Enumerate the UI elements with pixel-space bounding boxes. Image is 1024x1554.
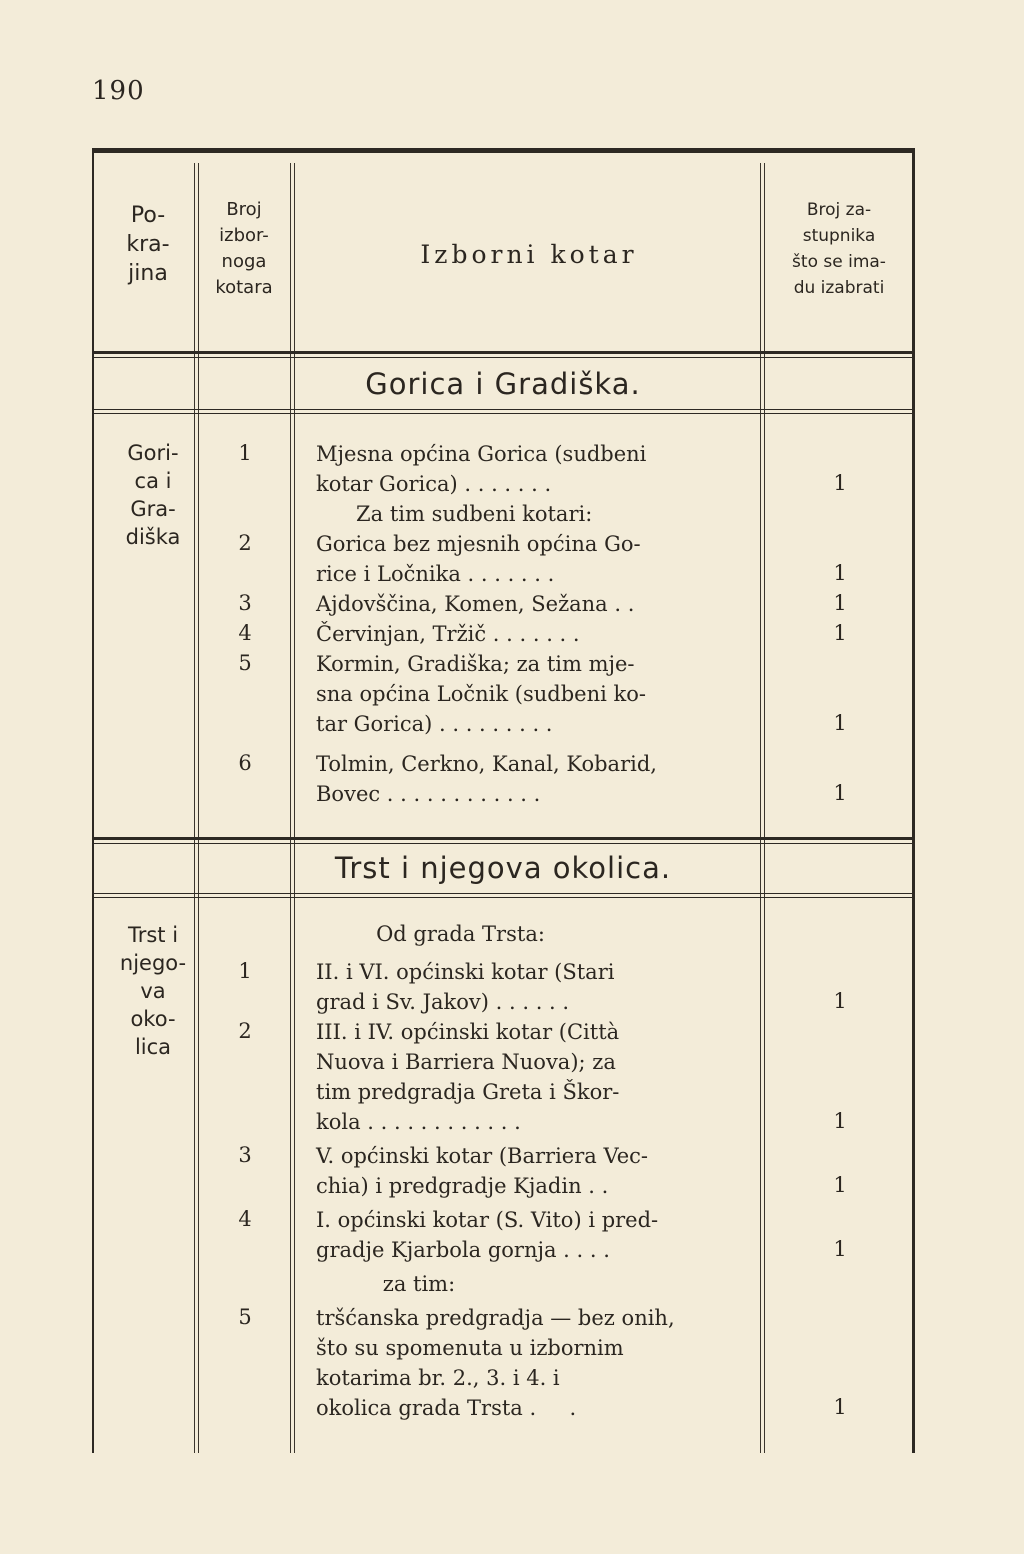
district-name: Od grada Trsta: — [316, 922, 545, 946]
representative-count: 1 — [833, 621, 847, 645]
section-rule — [94, 837, 912, 840]
representative-count: 1 — [833, 711, 847, 735]
representative-count: 1 — [833, 471, 847, 495]
district-name: I. općinski kotar (S. Vito) i pred- — [316, 1208, 659, 1232]
district-name: tim predgradja Greta i Škor- — [316, 1080, 620, 1104]
district-name: što su spomenuta u izbornim — [316, 1336, 624, 1360]
district-name: Nuova i Barriera Nuova); za — [316, 1050, 616, 1074]
representative-count: 1 — [833, 781, 847, 805]
district-name: kotar Gorica) . . . . . . . — [316, 472, 552, 496]
representative-count: 1 — [833, 561, 847, 585]
district-name: tar Gorica) . . . . . . . . . — [316, 712, 553, 736]
district-name: Mjesna općina Gorica (sudbeni — [316, 442, 647, 466]
section-rule — [94, 893, 912, 894]
district-name: Červinjan, Tržič . . . . . . . — [316, 622, 580, 646]
district-number: 6 — [238, 751, 252, 775]
representative-count: 1 — [833, 1173, 847, 1197]
district-number: 5 — [238, 1305, 252, 1329]
district-name: Gorica bez mjesnih općina Go- — [316, 532, 641, 556]
district-number: 5 — [238, 651, 252, 675]
district-number: 2 — [238, 531, 252, 555]
district-name: okolica grada Trsta . . — [316, 1396, 577, 1420]
representative-count: 1 — [833, 1237, 847, 1261]
district-number: 1 — [238, 441, 252, 465]
representative-count: 1 — [833, 989, 847, 1013]
representative-count: 1 — [833, 1109, 847, 1133]
district-name: gradje Kjarbola gornja . . . . — [316, 1238, 610, 1262]
district-name: Za tim sudbeni kotari: — [316, 502, 593, 526]
district-name: chia) i predgradje Kjadin . . — [316, 1174, 609, 1198]
header-rule — [94, 357, 912, 358]
district-number: 4 — [238, 1207, 252, 1231]
section-rule — [94, 413, 912, 414]
region-label: Gori- ca i Gra- diška — [125, 441, 181, 549]
header-count: Broj za- stupnika što se ima- du izabrati — [792, 200, 886, 298]
section-title: Gorica i Gradiška. — [365, 367, 641, 401]
district-number: 4 — [238, 621, 252, 645]
district-name: Bovec . . . . . . . . . . . . — [316, 782, 541, 806]
district-name: V. općinski kotar (Barriera Vec- — [316, 1144, 648, 1168]
header-district-no: Broj izbor- noga kotara — [215, 199, 273, 298]
section-rule — [94, 897, 912, 898]
election-table — [92, 148, 915, 1453]
header-region: Po- kra- jina — [126, 203, 170, 286]
district-number: 3 — [238, 591, 252, 615]
district-name: za tim: — [316, 1272, 456, 1296]
district-name: II. i VI. općinski kotar (Stari — [316, 960, 615, 984]
district-name: Ajdovščina, Komen, Sežana . . — [316, 592, 635, 616]
district-number: 1 — [238, 959, 252, 983]
district-number: 3 — [238, 1143, 252, 1167]
district-name: Kormin, Gradiška; za tim mje- — [316, 652, 635, 676]
header-rule — [94, 351, 912, 354]
district-name: III. i IV. općinski kotar (Città — [316, 1020, 620, 1044]
district-name: grad i Sv. Jakov) . . . . . . — [316, 990, 570, 1014]
section-rule — [94, 409, 912, 410]
page-number: 190 — [92, 76, 145, 106]
district-name: kola . . . . . . . . . . . . — [316, 1110, 521, 1134]
district-name: rice i Ločnika . . . . . . . — [316, 562, 555, 586]
district-name: tršćanska predgradja — bez onih, — [316, 1306, 675, 1330]
section-title: Trst i njegova okolica. — [334, 851, 672, 885]
representative-count: 1 — [833, 1395, 847, 1419]
district-name: sna općina Ločnik (sudbeni ko- — [316, 682, 646, 706]
representative-count: 1 — [833, 591, 847, 615]
district-name: kotarima br. 2., 3. i 4. i — [316, 1366, 560, 1390]
header-district: Izborni kotar — [420, 240, 638, 269]
district-name: Tolmin, Cerkno, Kanal, Kobarid, — [316, 752, 657, 776]
section-rule — [94, 843, 912, 844]
region-label: Trst i njego- va oko- lica — [119, 923, 187, 1059]
district-number: 2 — [238, 1019, 252, 1043]
